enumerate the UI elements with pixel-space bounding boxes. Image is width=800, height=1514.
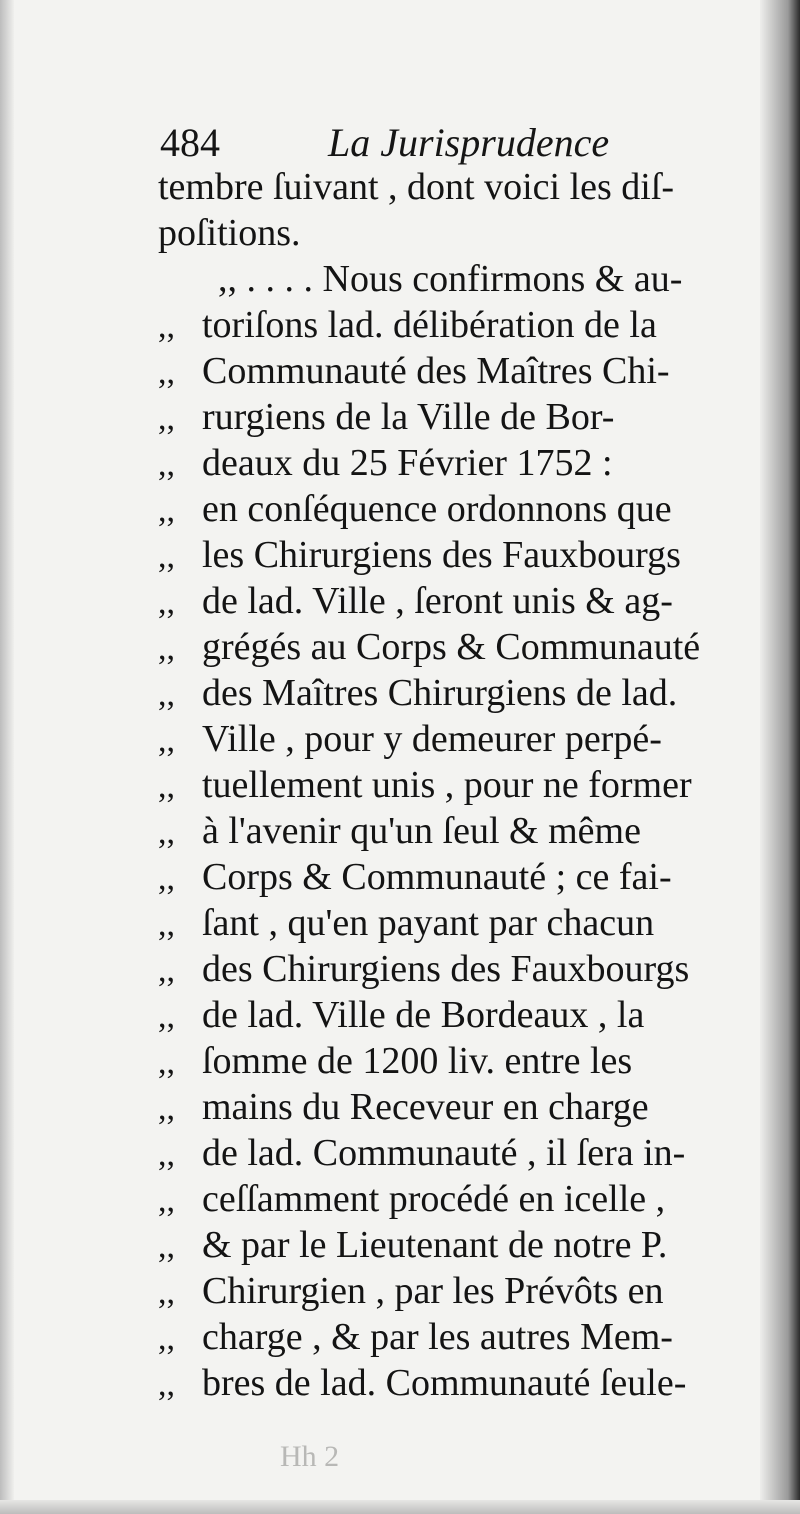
text-line: ,, ceſſamment procédé en icelle , (158, 1176, 758, 1222)
page-shadow-bottom (0, 1500, 800, 1514)
text-line: ,, de lad. Communauté , il ſera in- (158, 1130, 758, 1176)
running-header (160, 118, 640, 168)
quote-mark: ,, (158, 584, 175, 621)
text-line: ,, & par le Lieutenant de notre P. (158, 1222, 758, 1268)
text-line: ,, des Chirurgiens des Fauxbourgs (158, 946, 758, 992)
quote-mark: ,, (158, 400, 175, 437)
text-line: ,, à l'avenir qu'un ſeul & même (158, 808, 758, 854)
text-line: ,, grégés au Corps & Communauté (158, 624, 758, 670)
text-line: ,, charge , & par les autres Mem- (158, 1314, 758, 1360)
text-line: ,, de lad. Ville , ſeront unis & ag- (158, 578, 758, 624)
text-line: ,, Ville , pour y demeurer perpé- (158, 716, 758, 762)
text-line: ,, des Maîtres Chirurgiens de lad. (158, 670, 758, 716)
folio-signature: Hh 2 (280, 1440, 340, 1473)
text-line: ,, Corps & Communauté ; ce fai- (158, 854, 758, 900)
page-number: 484 (160, 120, 220, 165)
quote-mark: ,, (158, 860, 175, 897)
text-line: tembre ſuivant , dont voici les diſ- (158, 166, 675, 208)
quote-mark: ,, (158, 1044, 175, 1081)
quote-mark: ,, (158, 538, 175, 575)
quote-mark: ,, (158, 308, 175, 345)
text-line: ,, de lad. Ville de Bordeaux , la (158, 992, 758, 1038)
text-line: ,, . . . . Nous confirmons & au- (218, 258, 683, 300)
text-line: ,, deaux du 25 Février 1752 : (158, 440, 758, 486)
quote-mark: ,, (158, 1366, 175, 1403)
quote-mark: ,, (158, 1274, 175, 1311)
quote-mark: ,, (158, 1320, 175, 1357)
quote-mark: ,, (158, 492, 175, 529)
quote-mark: ,, (158, 768, 175, 805)
text-line: poſitions. (158, 212, 301, 254)
text-line: ,, toriſons lad. délibération de la (158, 302, 758, 348)
quote-mark: ,, (158, 676, 175, 713)
quote-mark: ,, (158, 446, 175, 483)
quote-mark: ,, (158, 814, 175, 851)
quote-mark: ,, (158, 906, 175, 943)
text-line: ,, les Chirurgiens des Fauxbourgs (158, 532, 758, 578)
text-line: ,, ſant , qu'en payant par chacun (158, 900, 758, 946)
quote-mark: ,, (158, 1228, 175, 1265)
text-line: ,, Communauté des Maîtres Chi- (158, 348, 758, 394)
quote-mark: ,, (158, 1090, 175, 1127)
text-line: ,, Chirurgien , par les Prévôts en (158, 1268, 758, 1314)
text-line: ,, tuellement unis , pour ne former (158, 762, 758, 808)
text-line: ,, bres de lad. Communauté ſeule- (158, 1360, 758, 1406)
running-title: La Jurisprudence (328, 120, 610, 165)
quote-mark: ,, (158, 1182, 175, 1219)
page-shadow-left (0, 0, 14, 1514)
text-line: ,, rurgiens de la Ville de Bor- (158, 394, 758, 440)
quote-mark: ,, (158, 722, 175, 759)
quote-mark: ,, (158, 354, 175, 391)
body-text (158, 164, 758, 1406)
quote-mark: ,, (158, 1136, 175, 1173)
text-line: ,, en conſéquence ordonnons que (158, 486, 758, 532)
quote-mark: ,, (158, 630, 175, 667)
text-line: ,, mains du Receveur en charge (158, 1084, 758, 1130)
quote-mark: ,, (158, 998, 175, 1035)
text-line: ,, ſomme de 1200 liv. entre les (158, 1038, 758, 1084)
quote-mark: ,, (158, 952, 175, 989)
page-gutter-right (760, 0, 800, 1514)
